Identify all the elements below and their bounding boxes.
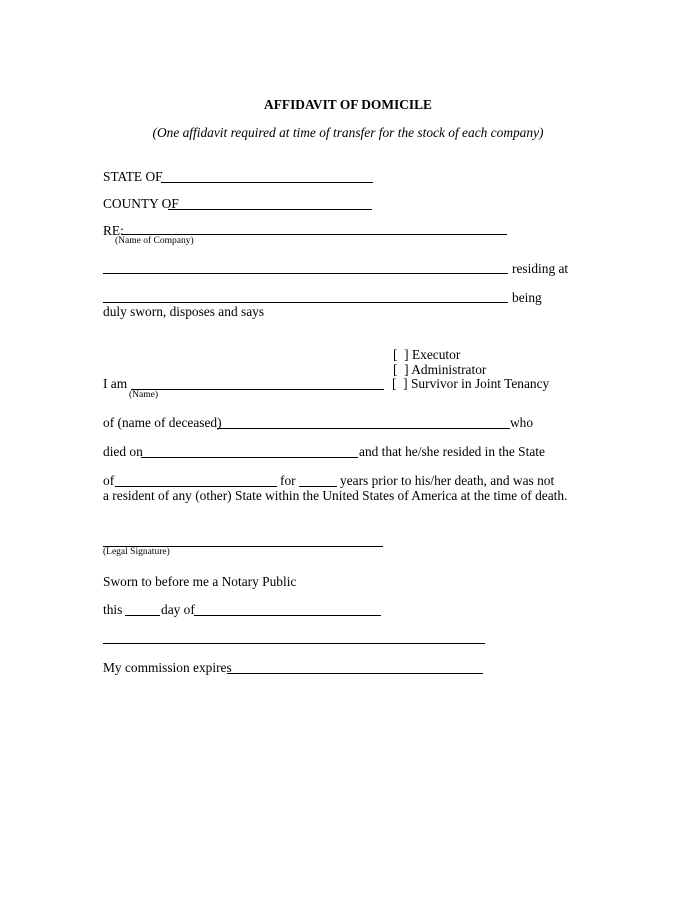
sworn-before-text: Sworn to before me a Notary Public bbox=[103, 574, 297, 589]
day-of-label: day of bbox=[161, 602, 195, 617]
notary-signature-field[interactable] bbox=[103, 643, 485, 644]
this-label: this bbox=[103, 602, 123, 617]
name-caption: (Name) bbox=[129, 390, 159, 400]
survivor-checkbox[interactable]: [ ] Survivor in Joint Tenancy bbox=[392, 376, 550, 391]
death-date-field[interactable] bbox=[141, 457, 358, 458]
county-field[interactable] bbox=[168, 209, 372, 210]
day-field[interactable] bbox=[125, 615, 160, 616]
signature-caption: (Legal Signature) bbox=[103, 547, 170, 557]
state-of-residence-field[interactable] bbox=[115, 486, 277, 487]
state-label: STATE OF bbox=[103, 169, 163, 184]
company-field[interactable] bbox=[121, 234, 507, 235]
for-label: for bbox=[280, 473, 296, 488]
residing-at-label: residing at bbox=[512, 261, 569, 276]
duly-sworn-text: duly sworn, disposes and says bbox=[103, 304, 265, 319]
document-subtitle: (One affidavit required at time of transfer for the stock of each company) bbox=[152, 125, 544, 140]
company-caption: (Name of Company) bbox=[115, 236, 194, 246]
resided-in-text: and that he/she resided in the State bbox=[359, 444, 545, 459]
document-title: AFFIDAVIT OF DOMICILE bbox=[264, 97, 432, 112]
re-label: RE: bbox=[103, 223, 124, 238]
administrator-checkbox[interactable]: [ ] Administrator bbox=[393, 362, 487, 377]
affiant-name-field[interactable] bbox=[103, 273, 508, 274]
died-on-label: died on bbox=[103, 444, 143, 459]
commission-expires-label: My commission expires bbox=[103, 660, 232, 675]
county-label: COUNTY OF bbox=[103, 196, 179, 211]
commission-expires-field[interactable] bbox=[227, 673, 483, 674]
years-field[interactable] bbox=[299, 486, 337, 487]
address-field[interactable] bbox=[103, 302, 508, 303]
being-label: being bbox=[512, 290, 542, 305]
i-am-label: I am bbox=[103, 376, 128, 391]
deceased-label: of (name of deceased) bbox=[103, 415, 222, 430]
of-label: of bbox=[103, 473, 115, 488]
deceased-field[interactable] bbox=[217, 428, 510, 429]
month-year-field[interactable] bbox=[194, 615, 381, 616]
who-label: who bbox=[510, 415, 534, 430]
name-field[interactable] bbox=[131, 389, 384, 390]
resident-statement: a resident of any (other) State within the United States of America at the time of death. bbox=[103, 488, 568, 503]
years-prior-text: years prior to his/her death, and was not bbox=[340, 473, 555, 488]
state-field[interactable] bbox=[161, 182, 373, 183]
executor-checkbox[interactable]: [ ] Executor bbox=[393, 347, 461, 362]
